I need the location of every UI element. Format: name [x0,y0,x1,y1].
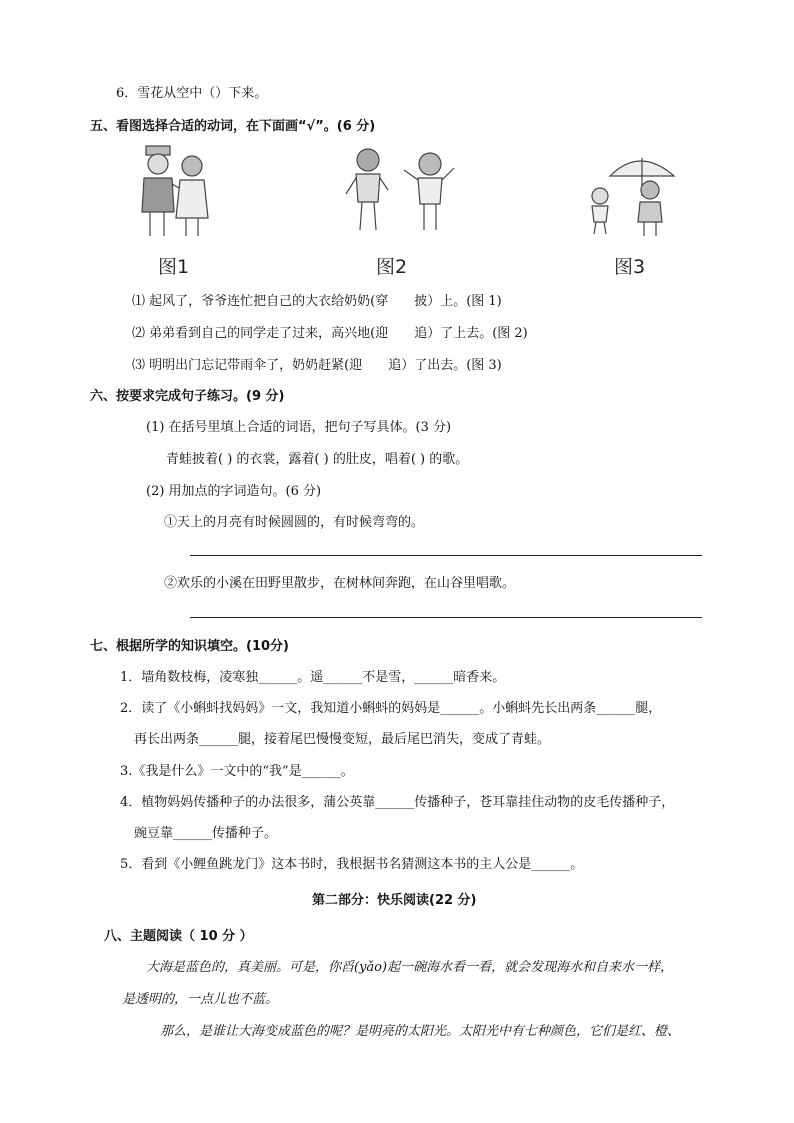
section-7-line-1: 1．墙角数枝梅，凌寒独______。遥______不是雪，______暗香来。 [120,670,506,685]
figure-2-caption: 图2 [376,256,408,278]
section-5-item-3: ⑶ 明明出门忘记带雨伞了，奶奶赶紧(迎 追）了出去。(图 3) [132,358,502,373]
question-6: 6．雪花从空中（）下来。 [116,86,268,101]
section-7-line-2-cont: 再长出两条______腿，接着尾巴慢慢变短，最后尾巴消失，变成了青蛙。 [134,732,551,747]
section-7-heading: 七、根据所学的知识填空。(10分) [90,639,289,654]
section-5-item-1: ⑴ 起风了，爷爷连忙把自己的大衣给奶奶(穿 披）上。(图 1) [132,294,502,309]
figure-1-illustration [136,140,216,240]
passage-paragraph-1a: 大海是蓝色的，真美丽。可是，你舀(yǎo)起一碗海水看一看，就会发现海水和自来水一样， [146,960,674,975]
section-7-line-5: 5．看到《小鲤鱼跳龙门》这本书时，我根据书名猜测这本书的主人公是______。 [120,857,584,872]
section-6-example-1: ①天上的月亮有时候圆圆的，有时候弯弯的。 [164,515,425,530]
figure-3-caption: 图3 [614,256,646,278]
section-6-sub2: (2) 用加点的字词造句。(6 分) [146,484,322,499]
passage-paragraph-2: 那么，是谁让大海变成蓝色的呢？是明亮的太阳光。太阳光中有七种颜色，它们是红、橙、 [160,1024,681,1039]
figure-2-illustration [342,146,460,236]
passage-paragraph-1b: 是透明的，一点儿也不蓝。 [122,992,279,1007]
answer-line-1[interactable] [190,555,702,556]
section-6-example-2: ②欢乐的小溪在田野里散步，在树林间奔跑，在山谷里唱歌。 [164,576,516,591]
figure-3-illustration [586,146,682,238]
section-7-line-4-cont: 豌豆靠______传播种子。 [134,826,278,841]
part-2-title: 第二部分：快乐阅读(22 分) [312,893,477,908]
section-6-sub1: (1) 在括号里填上合适的词语，把句子写具体。(3 分) [146,420,452,435]
figure-1-caption: 图1 [158,256,190,278]
section-7-line-2: 2．读了《小蝌蚪找妈妈》一文，我知道小蝌蚪的妈妈是______。小蝌蚪先长出两条______腿， [120,701,662,716]
answer-line-2[interactable] [190,617,702,618]
section-8-heading: 八、主题阅读（ 10 分 ） [104,929,253,944]
section-6-heading: 六、按要求完成句子练习。(9 分) [90,389,285,404]
section-6-sub1-sentence: 青蛙披着( ) 的衣裳，露着( ) 的肚皮，唱着( ) 的歌。 [166,452,469,467]
section-5-heading: 五、看图选择合适的动词，在下面画“√”。(6 分) [90,119,376,134]
section-5-item-2: ⑵ 弟弟看到自己的同学走了过来，高兴地(迎 追）了上去。(图 2) [132,326,528,341]
section-7-line-3: 3.《我是什么》一文中的“我”是______。 [120,764,354,779]
section-7-line-4: 4．植物妈妈传播种子的办法很多，蒲公英靠______传播种子，苍耳靠挂住动物的皮毛传播种子， [120,795,675,810]
